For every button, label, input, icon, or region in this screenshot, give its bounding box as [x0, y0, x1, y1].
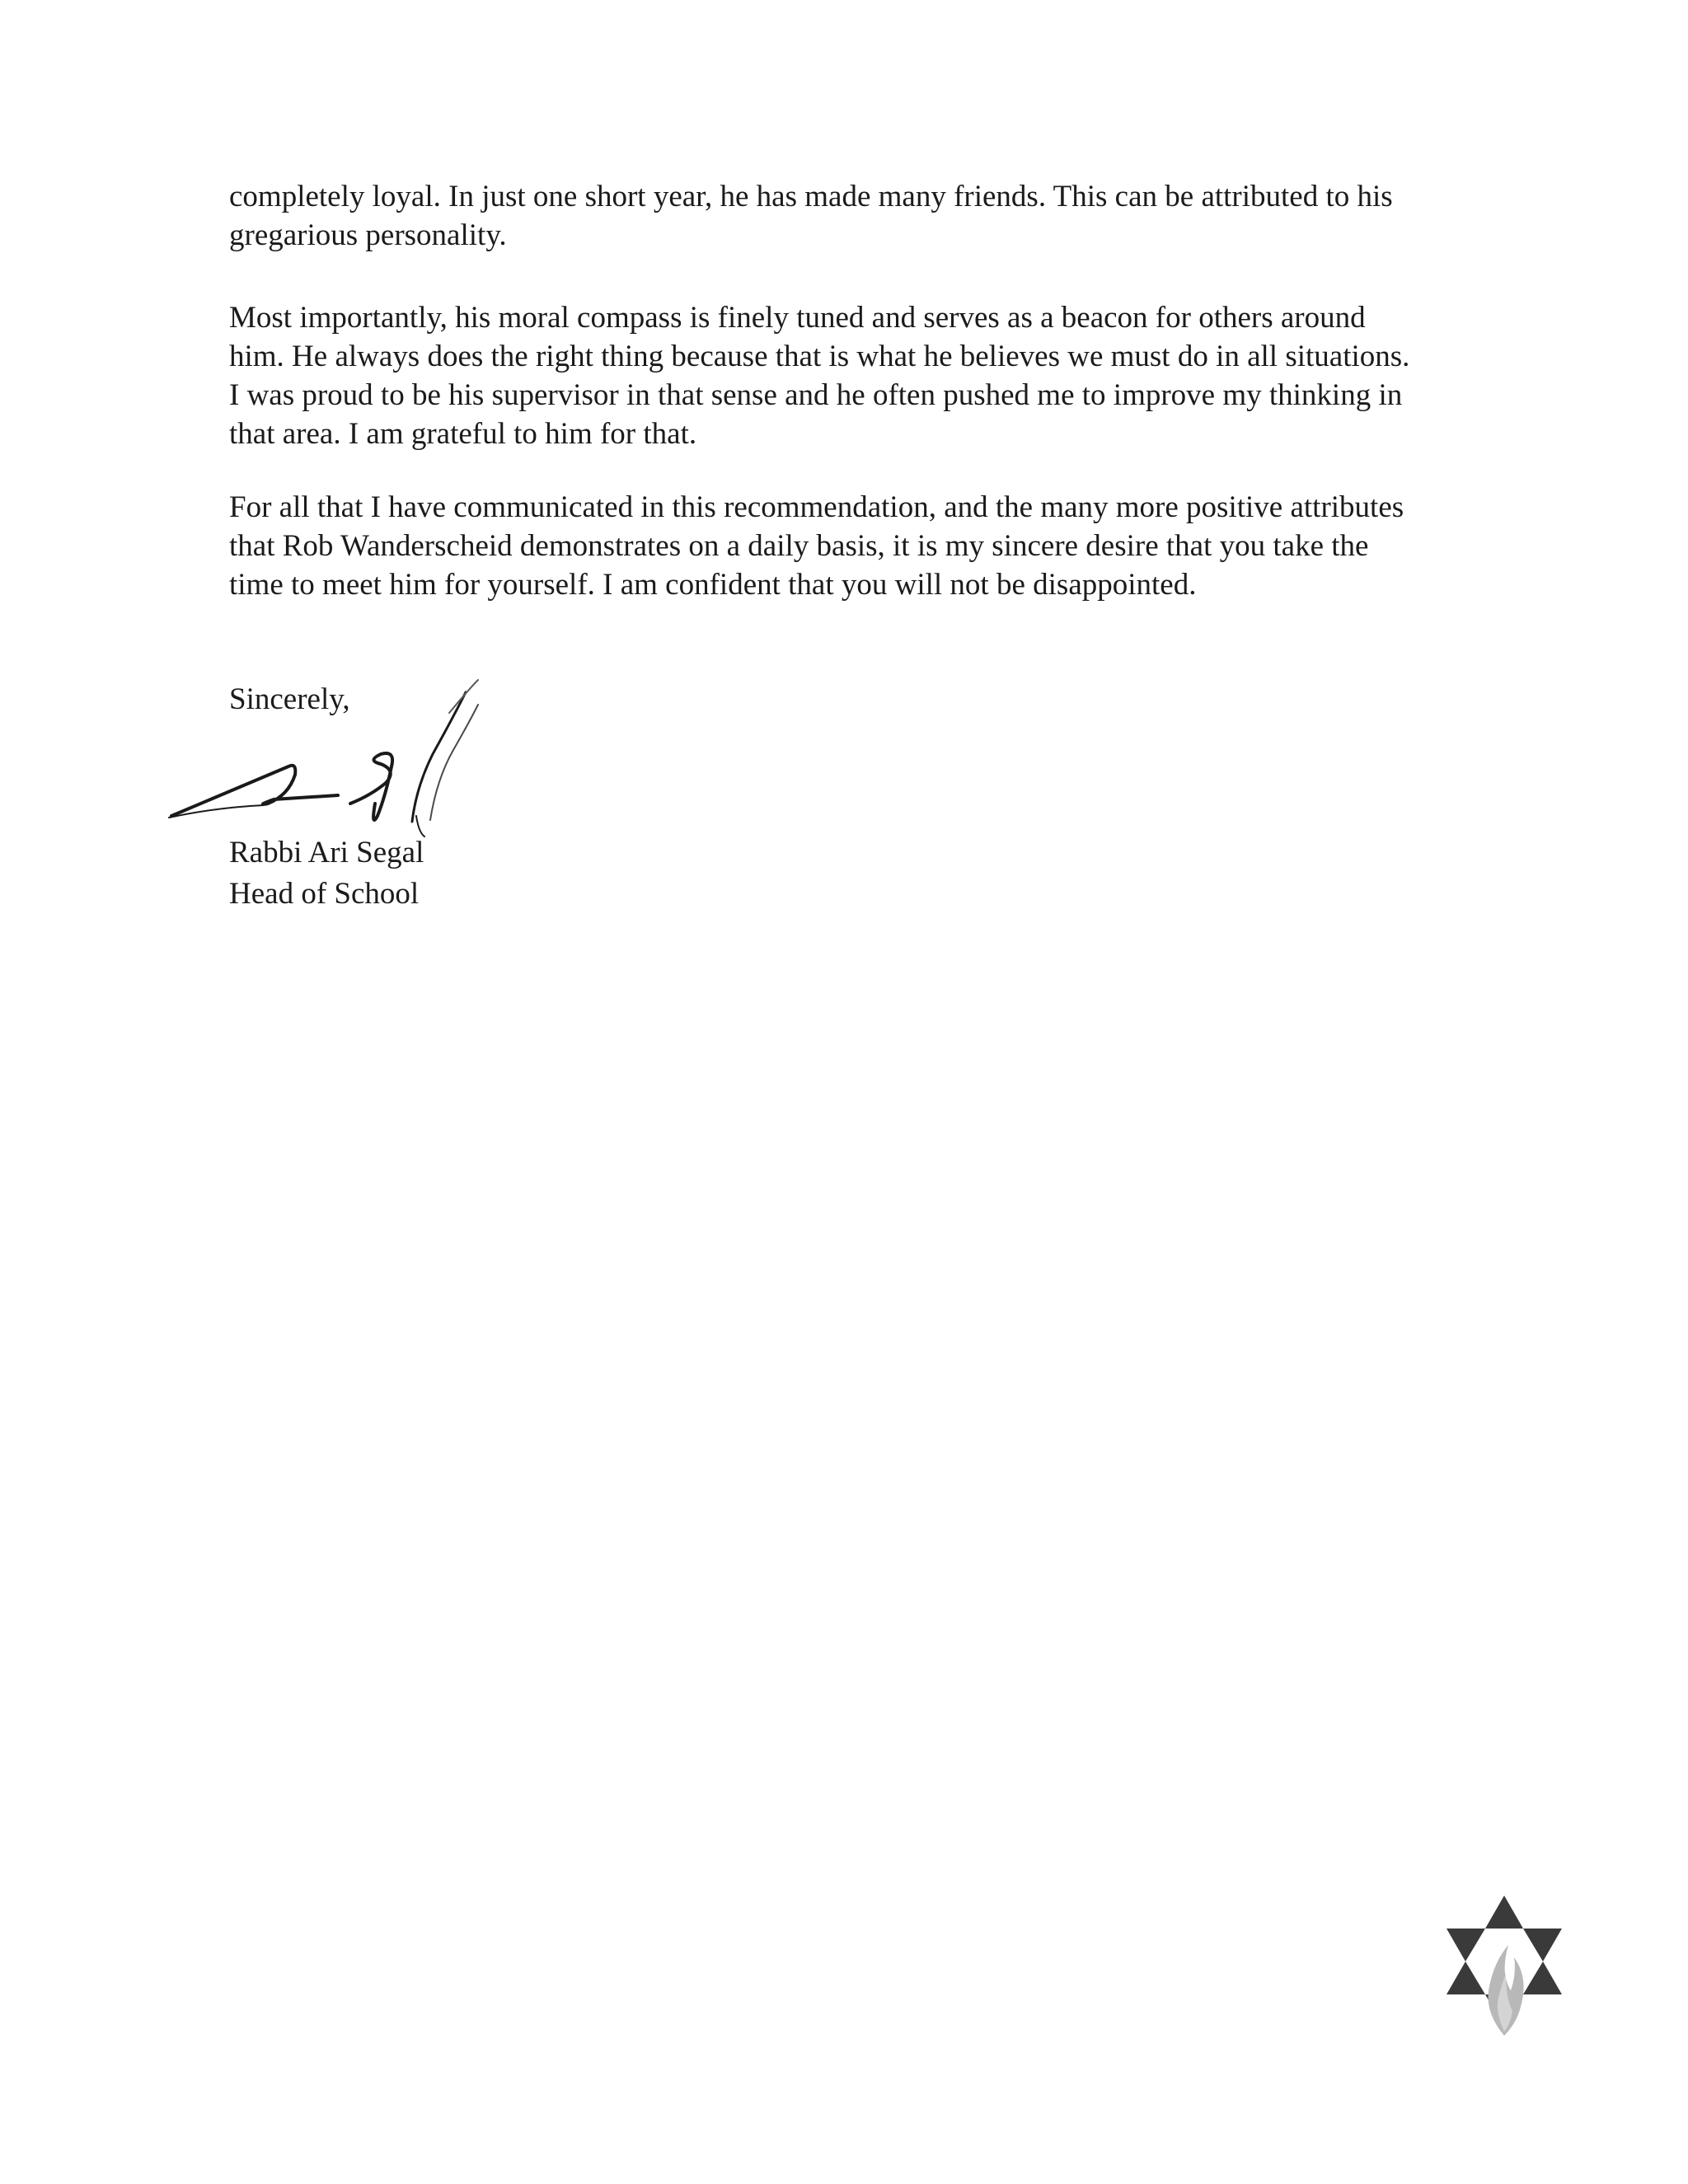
star-of-david-flame-icon	[1438, 1896, 1570, 2044]
paragraph-text: For all that I have communicated in this recommendation, and the many more positive attributes that Rob Wanderscheid demonstrates on a daily basis, it is my sincere desire that you take the time to meet him for yourself. I am confident that you will not be disappointed.	[229, 490, 1404, 602]
signature-image	[165, 672, 577, 845]
paragraph-text: Most importantly, his moral compass is finely tuned and serves as a beacon for others around him. He always does the right thing because that is what he believes we must do in all situations. I was proud to be his supervisor in that sense and he often pushed me to improve my thinking in that area. I am grateful to him for that.	[229, 301, 1410, 451]
letter-paragraph-2	[229, 298, 1416, 453]
letter-paragraph-3	[229, 488, 1416, 604]
signer-title: Head of School	[229, 877, 420, 911]
closing-salutation: Sincerely,	[229, 682, 350, 716]
letter-paragraph-1	[229, 177, 1416, 255]
paragraph-text: completely loyal. In just one short year, he has made many friends. This can be attributed to his gregarious personality.	[229, 180, 1393, 252]
signer-block	[229, 832, 424, 915]
signer-name: Rabbi Ari Segal	[229, 836, 424, 869]
